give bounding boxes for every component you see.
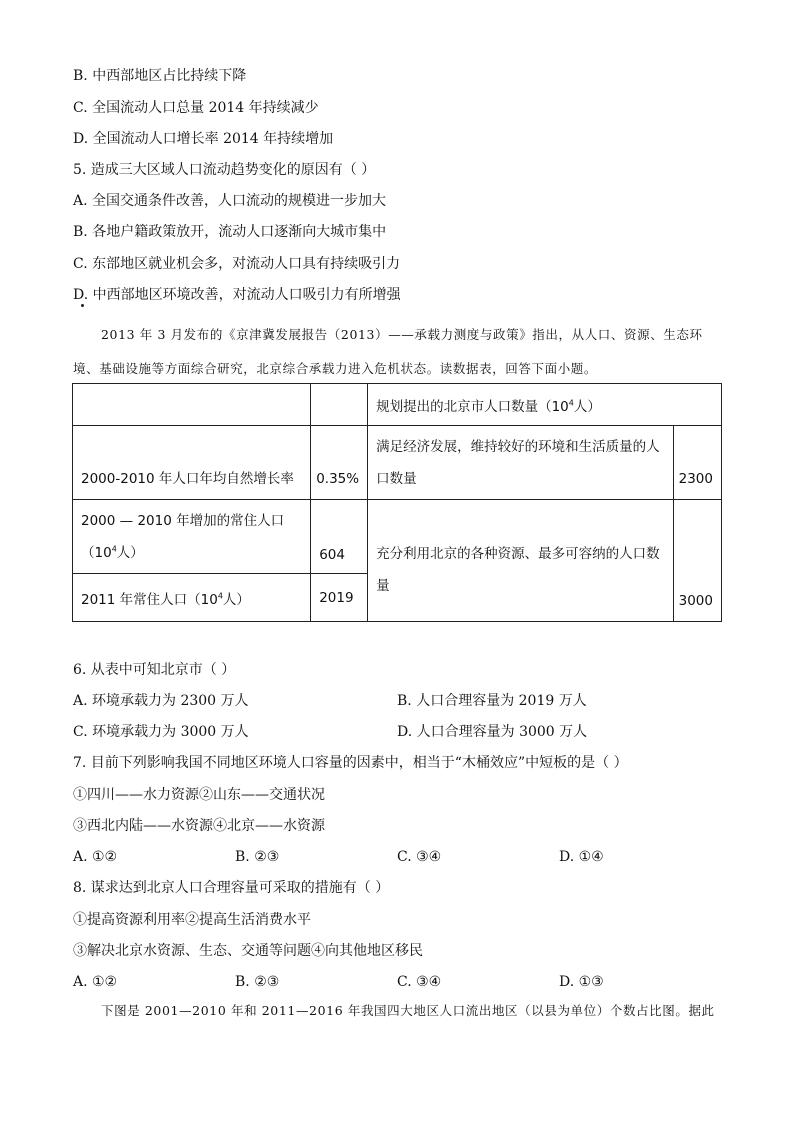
q6-option-a: A. 环境承载力为 2300 万人 — [73, 693, 249, 709]
q6-option-c: C. 环境承载力为 3000 万人 — [73, 724, 249, 740]
q8-option-d: D. ①③ — [559, 974, 604, 990]
q8-option-b: B. ②③ — [235, 974, 280, 990]
q7-items-2: ③西北内陆——水资源④北京——水资源 — [73, 818, 325, 834]
q6-option-d: D. 人口合理容量为 3000 万人 — [397, 724, 588, 740]
q5-stem: 5. 造成三大区域人口流动趋势变化的原因有（ ） — [73, 162, 376, 178]
table-label-reasonable-capacity: 满足经济发展，维持较好的环境和生活质量的人口数量 — [368, 426, 674, 500]
q5-option-b: B. 各地户籍政策放开，流动人口逐渐向大城市集中 — [73, 224, 387, 240]
table-header-planned-population: 规划提出的北京市人口数量（$10^4$人） — [368, 384, 722, 426]
q5-option-c: C. 东部地区就业机会多，对流动人口具有持续吸引力 — [73, 256, 401, 272]
q8-stem: 8. 谋求达到北京人口合理容量可采取的措施有（ ） — [73, 880, 390, 896]
table-label-growth-rate: 2000-2010 年人口年均自然增长率 — [73, 426, 311, 500]
table-value-growth-rate: 0.35% — [311, 426, 368, 500]
q7-items-1: ①四川——水力资源②山东——交通状况 — [73, 787, 325, 803]
population-table — [72, 383, 722, 622]
q6-stem: 6. 从表中可知北京市（ ） — [73, 662, 236, 678]
q5-option-a: A. 全国交通条件改善，人口流动的规模进一步加大 — [73, 193, 387, 209]
q7-option-b: B. ②③ — [235, 849, 280, 865]
intro-paragraph: 2013 年 3 月发布的《京津冀发展报告（2013）——承载力测度与政策》指出，从人口、资源、生态环境、基础设施等方面综合研究，北京综合承载力进入危机状态。读数据表，回答下面小题。 — [73, 327, 703, 376]
table-value-increase: 604 — [311, 500, 368, 574]
q5-option-d: D. 中西部地区环境改善，对流动人口吸引力有所增强 — [73, 287, 401, 303]
bottom-paragraph: 下图是 2001—2010 年和 2011—2016 年我国四大地区人口流出地区（以县为单位）个数占比图。据此 — [101, 1003, 715, 1018]
stray-dot — [81, 304, 84, 307]
table-label-2011-population: 2011 年常住人口（$10^4$人） — [73, 574, 311, 622]
q7-option-a: A. ①② — [73, 849, 118, 865]
table-value-2011-population: 2019 — [311, 574, 368, 622]
q8-items-2: ③解决北京水资源、生态、交通等问题④向其他地区移民 — [73, 943, 423, 959]
table-label-max-capacity: 充分利用北京的各种资源、最多可容纳的人口数量 — [368, 500, 674, 622]
table-value-reasonable-capacity: 2300 — [673, 426, 721, 500]
q8-option-c: C. ③④ — [397, 974, 442, 990]
q7-stem: 7. 目前下列影响我国不同地区环境人口容量的因素中，相当于“木桶效应”中短板的是（ ） — [73, 755, 628, 771]
q4-option-c: C. 全国流动人口总量 2014 年持续减少 — [73, 100, 319, 116]
q7-option-c: C. ③④ — [397, 849, 442, 865]
table-value-max-capacity: 3000 — [673, 500, 721, 622]
q8-option-a: A. ①② — [73, 974, 118, 990]
q4-option-b: B. 中西部地区占比持续下降 — [73, 68, 247, 84]
q7-option-d: D. ①④ — [559, 849, 604, 865]
q4-option-d: D. 全国流动人口增长率 2014 年持续增加 — [73, 131, 334, 147]
q6-option-b: B. 人口合理容量为 2019 万人 — [397, 693, 587, 709]
table-empty-cell — [73, 384, 311, 426]
q8-items-1: ①提高资源利用率②提高生活消费水平 — [73, 912, 311, 928]
table-label-increase: 2000 — 2010 年增加的常住人口 （$10^4$人） — [73, 500, 311, 574]
table-empty-cell — [311, 384, 368, 426]
